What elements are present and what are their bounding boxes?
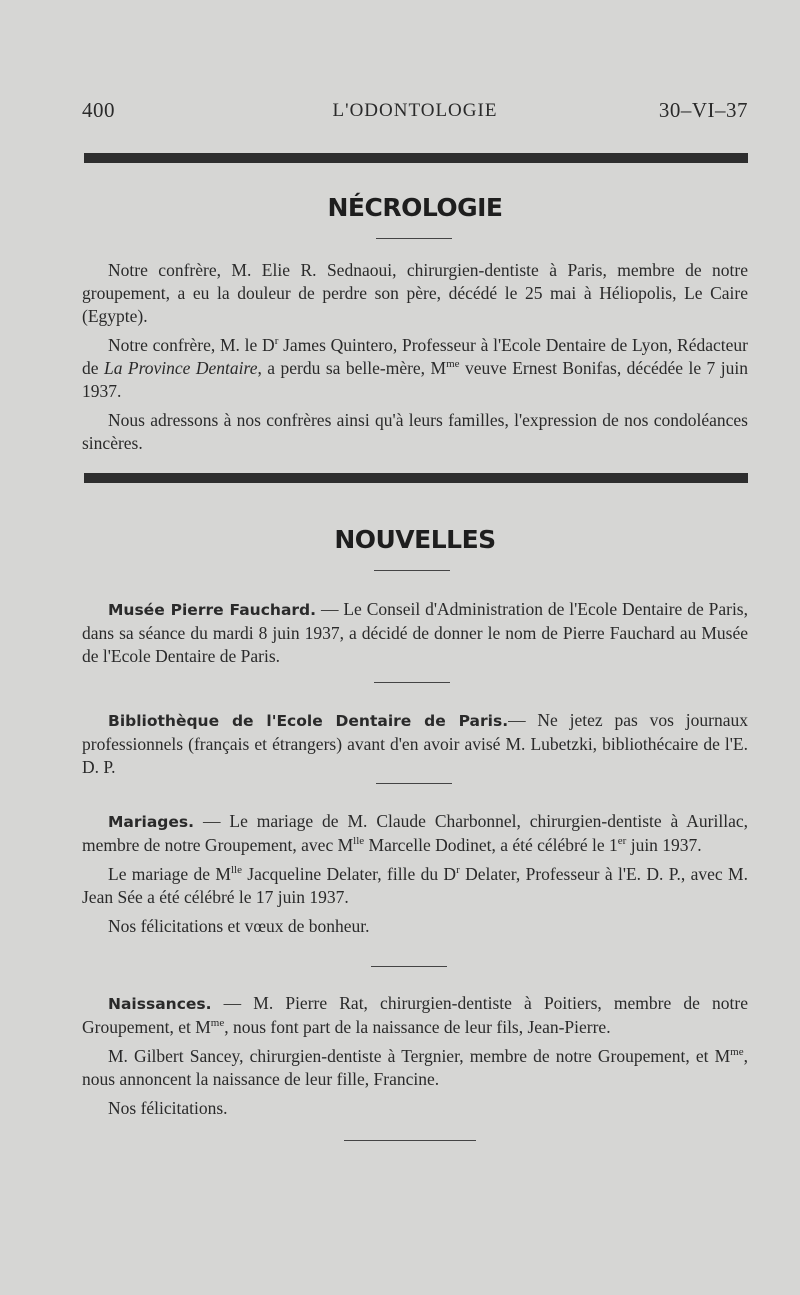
divider [374, 570, 450, 571]
divider [374, 682, 450, 683]
paragraph: Notre confrère, M. Elie R. Sednaoui, chirurgien-dentiste à Paris, membre de notre groupement, a eu la douleur de perdre son père, décédé le 25 mai à Héliopolis, Le Caire (Egypte). [82, 260, 748, 326]
section-title-nouvelles: NOUVELLES [334, 525, 496, 554]
end-rule [344, 1140, 476, 1141]
paragraph: Musée Pierre Fauchard. — Le Conseil d'Administration de l'Ecole Dentaire de Paris, dans sa séance du mardi 8 juin 1937, a décidé de donner le nom de Pierre Fauchard au Musée de l'Ecole Dentaire de Paris. [82, 599, 748, 666]
paragraph: Naissances. — M. Pierre Rat, chirurgien-dentiste à Poitiers, membre de notre Groupement, et $M^{me}$, nous font part de la naissance de leur fils, Jean-Pierre. [82, 993, 748, 1037]
paragraph: Le mariage de $M^{lle}$ Jacqueline Delater, fille du $D^r$ Delater, Professeur à l'E. D. P., avec M. Jean Sée a été célébré le 17 juin 1937. [82, 864, 748, 907]
necrologie-body [82, 259, 748, 461]
divider [376, 238, 452, 239]
paragraph: Nos félicitations. [108, 1098, 228, 1118]
paragraph: Nous adressons à nos confrères ainsi qu'à leurs familles, l'expression de nos condoléances sincères. [82, 410, 748, 453]
section-bar [84, 473, 748, 483]
paragraph: Mariages. — Le mariage de M. Claude Charbonnel, chirurgien-dentiste à Aurillac, membre de notre Groupement, avec $M^{lle}$ Marcelle Dodinet, a été célébré le 1er juin 1937. [82, 811, 748, 855]
divider [371, 966, 447, 967]
paragraph: Notre confrère, M. le $D^r$ James Quintero, Professeur à l'Ecole Dentaire de Lyon, Rédacteur de La Province Dentaire, a perdu sa belle-mère, $M^{me}$ veuve Ernest Bonifas, décédée le 7 juin 1937. [82, 335, 748, 401]
news-mariages [82, 810, 748, 944]
issue-date: 30–VI–37 [658, 98, 748, 122]
paragraph: M. Gilbert Sancey, chirurgien-dentiste à Tergnier, membre de notre Groupement, et $M^{me}$, nous annoncent la naissance de leur fille, Francine. [82, 1046, 748, 1089]
news-bibliotheque [82, 709, 748, 785]
divider [376, 783, 452, 784]
paragraph: Bibliothèque de l'Ecole Dentaire de Paris.— Ne jetez pas vos journaux professionnels (français et étrangers) avant d'en avoir avisé M. Lubetzki, bibliothécaire de l'E. D. P. [82, 710, 749, 777]
news-musee [82, 598, 748, 674]
running-title: L'ODONTOLOGIE [332, 100, 498, 121]
page-number: 400 [82, 98, 115, 122]
news-naissances [82, 992, 748, 1126]
section-bar [84, 153, 748, 163]
paragraph: Nos félicitations et vœux de bonheur. [108, 916, 370, 936]
section-title-necrologie: NÉCROLOGIE [327, 193, 503, 222]
